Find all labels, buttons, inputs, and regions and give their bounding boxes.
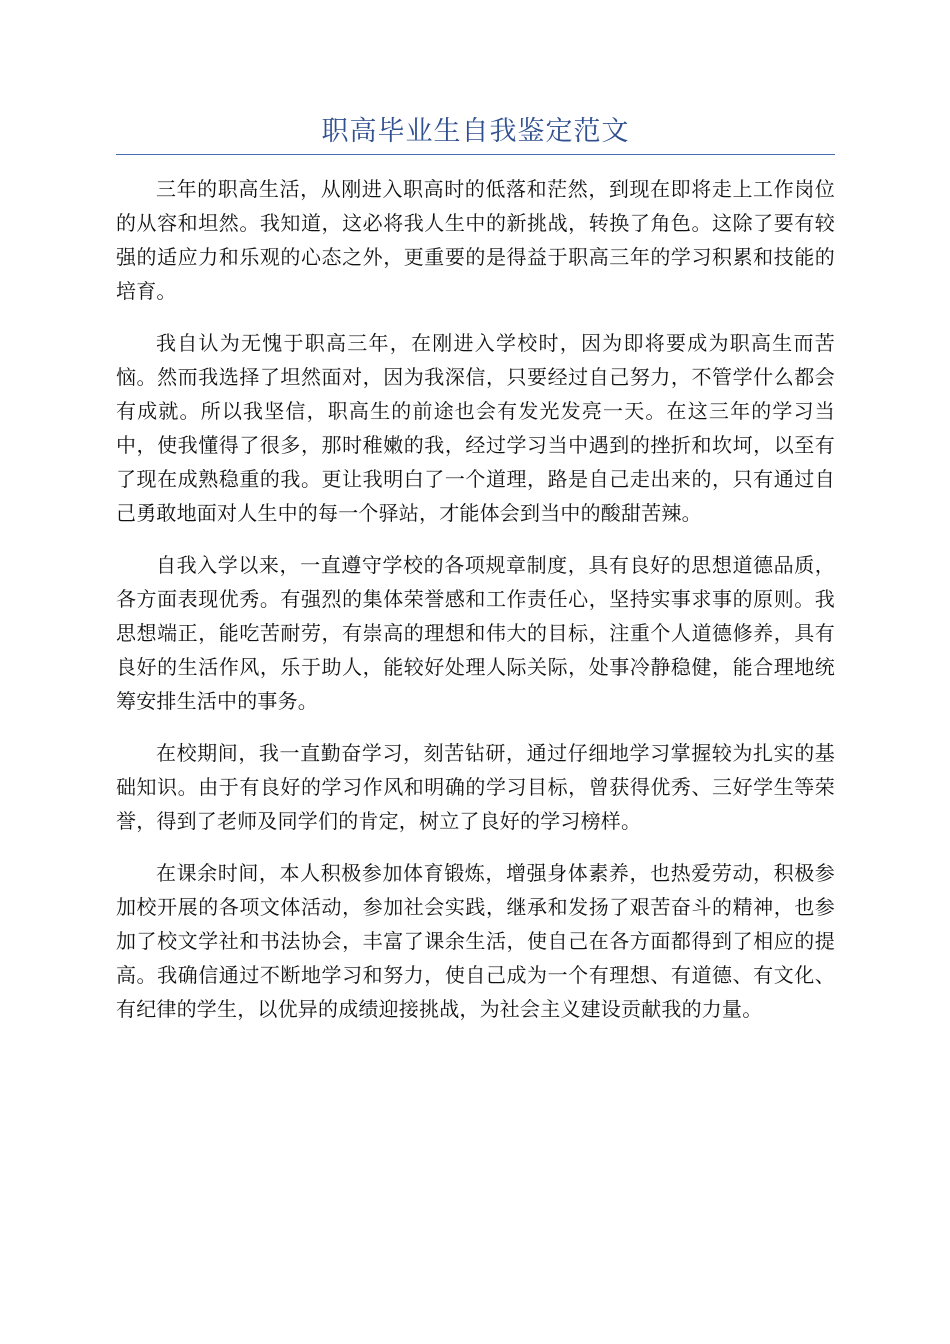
paragraph-4: 在校期间，我一直勤奋学习，刻苦钻研，通过仔细地学习掌握较为扎实的基础知识。由于有良好的学习作风和明确的学习目标，曾获得优秀、三好学生等荣誉，得到了老师及同学们的肯定，树立了良好的学习榜样。 xyxy=(116,741,835,833)
document-body xyxy=(116,172,835,1044)
paragraph-2: 我自认为无愧于职高三年，在刚进入学校时，因为即将要成为职高生而苦恼。然而我选择了坦然面对，因为我深信，只要经过自己努力，不管学什么都会有成就。所以我坚信，职高生的前途也会有发光发亮一天。在这三年的学习当中，使我懂得了很多，那时稚嫩的我，经过学习当中遇到的挫折和坎坷，以至有了现在成熟稳重的我。更让我明白了一个道理，路是自己走出来的，只有通过自己勇敢地面对人生中的每一个驿站，才能体会到当中的酸甜苦辣。 xyxy=(116,331,835,525)
paragraph-5: 在课余时间，本人积极参加体育锻炼，增强身体素养，也热爱劳动，积极参加校开展的各项文体活动，参加社会实践，继承和发扬了艰苦奋斗的精神，也参加了校文学社和书法协会，丰富了课余生活，使自己在各方面都得到了相应的提高。我确信通过不断地学习和努力，使自己成为一个有理想、有道德、有文化、有纪律的学生，以优异的成绩迎接挑战，为社会主义建设贡献我的力量。 xyxy=(116,861,835,1021)
document-title: 职高毕业生自我鉴定范文 xyxy=(321,116,630,147)
paragraph-3: 自我入学以来，一直遵守学校的各项规章制度，具有良好的思想道德品质，各方面表现优秀。有强烈的集体荣誉感和工作责任心，坚持实事求事的原则。我思想端正，能吃苦耐劳，有崇高的理想和伟大的目标，注重个人道德修养，具有良好的生活作风，乐于助人，能较好处理人际关际，处事冷静稳健，能合理地统筹安排生活中的事务。 xyxy=(116,553,835,713)
paragraph-1: 三年的职高生活，从刚进入职高时的低落和茫然，到现在即将走上工作岗位的从容和坦然。我知道，这必将我人生中的新挑战，转换了角色。这除了要有较强的适应力和乐观的心态之外，更重要的是得益于职高三年的学习积累和技能的培育。 xyxy=(116,177,835,303)
title-underline xyxy=(116,154,835,155)
title-block xyxy=(116,112,835,155)
